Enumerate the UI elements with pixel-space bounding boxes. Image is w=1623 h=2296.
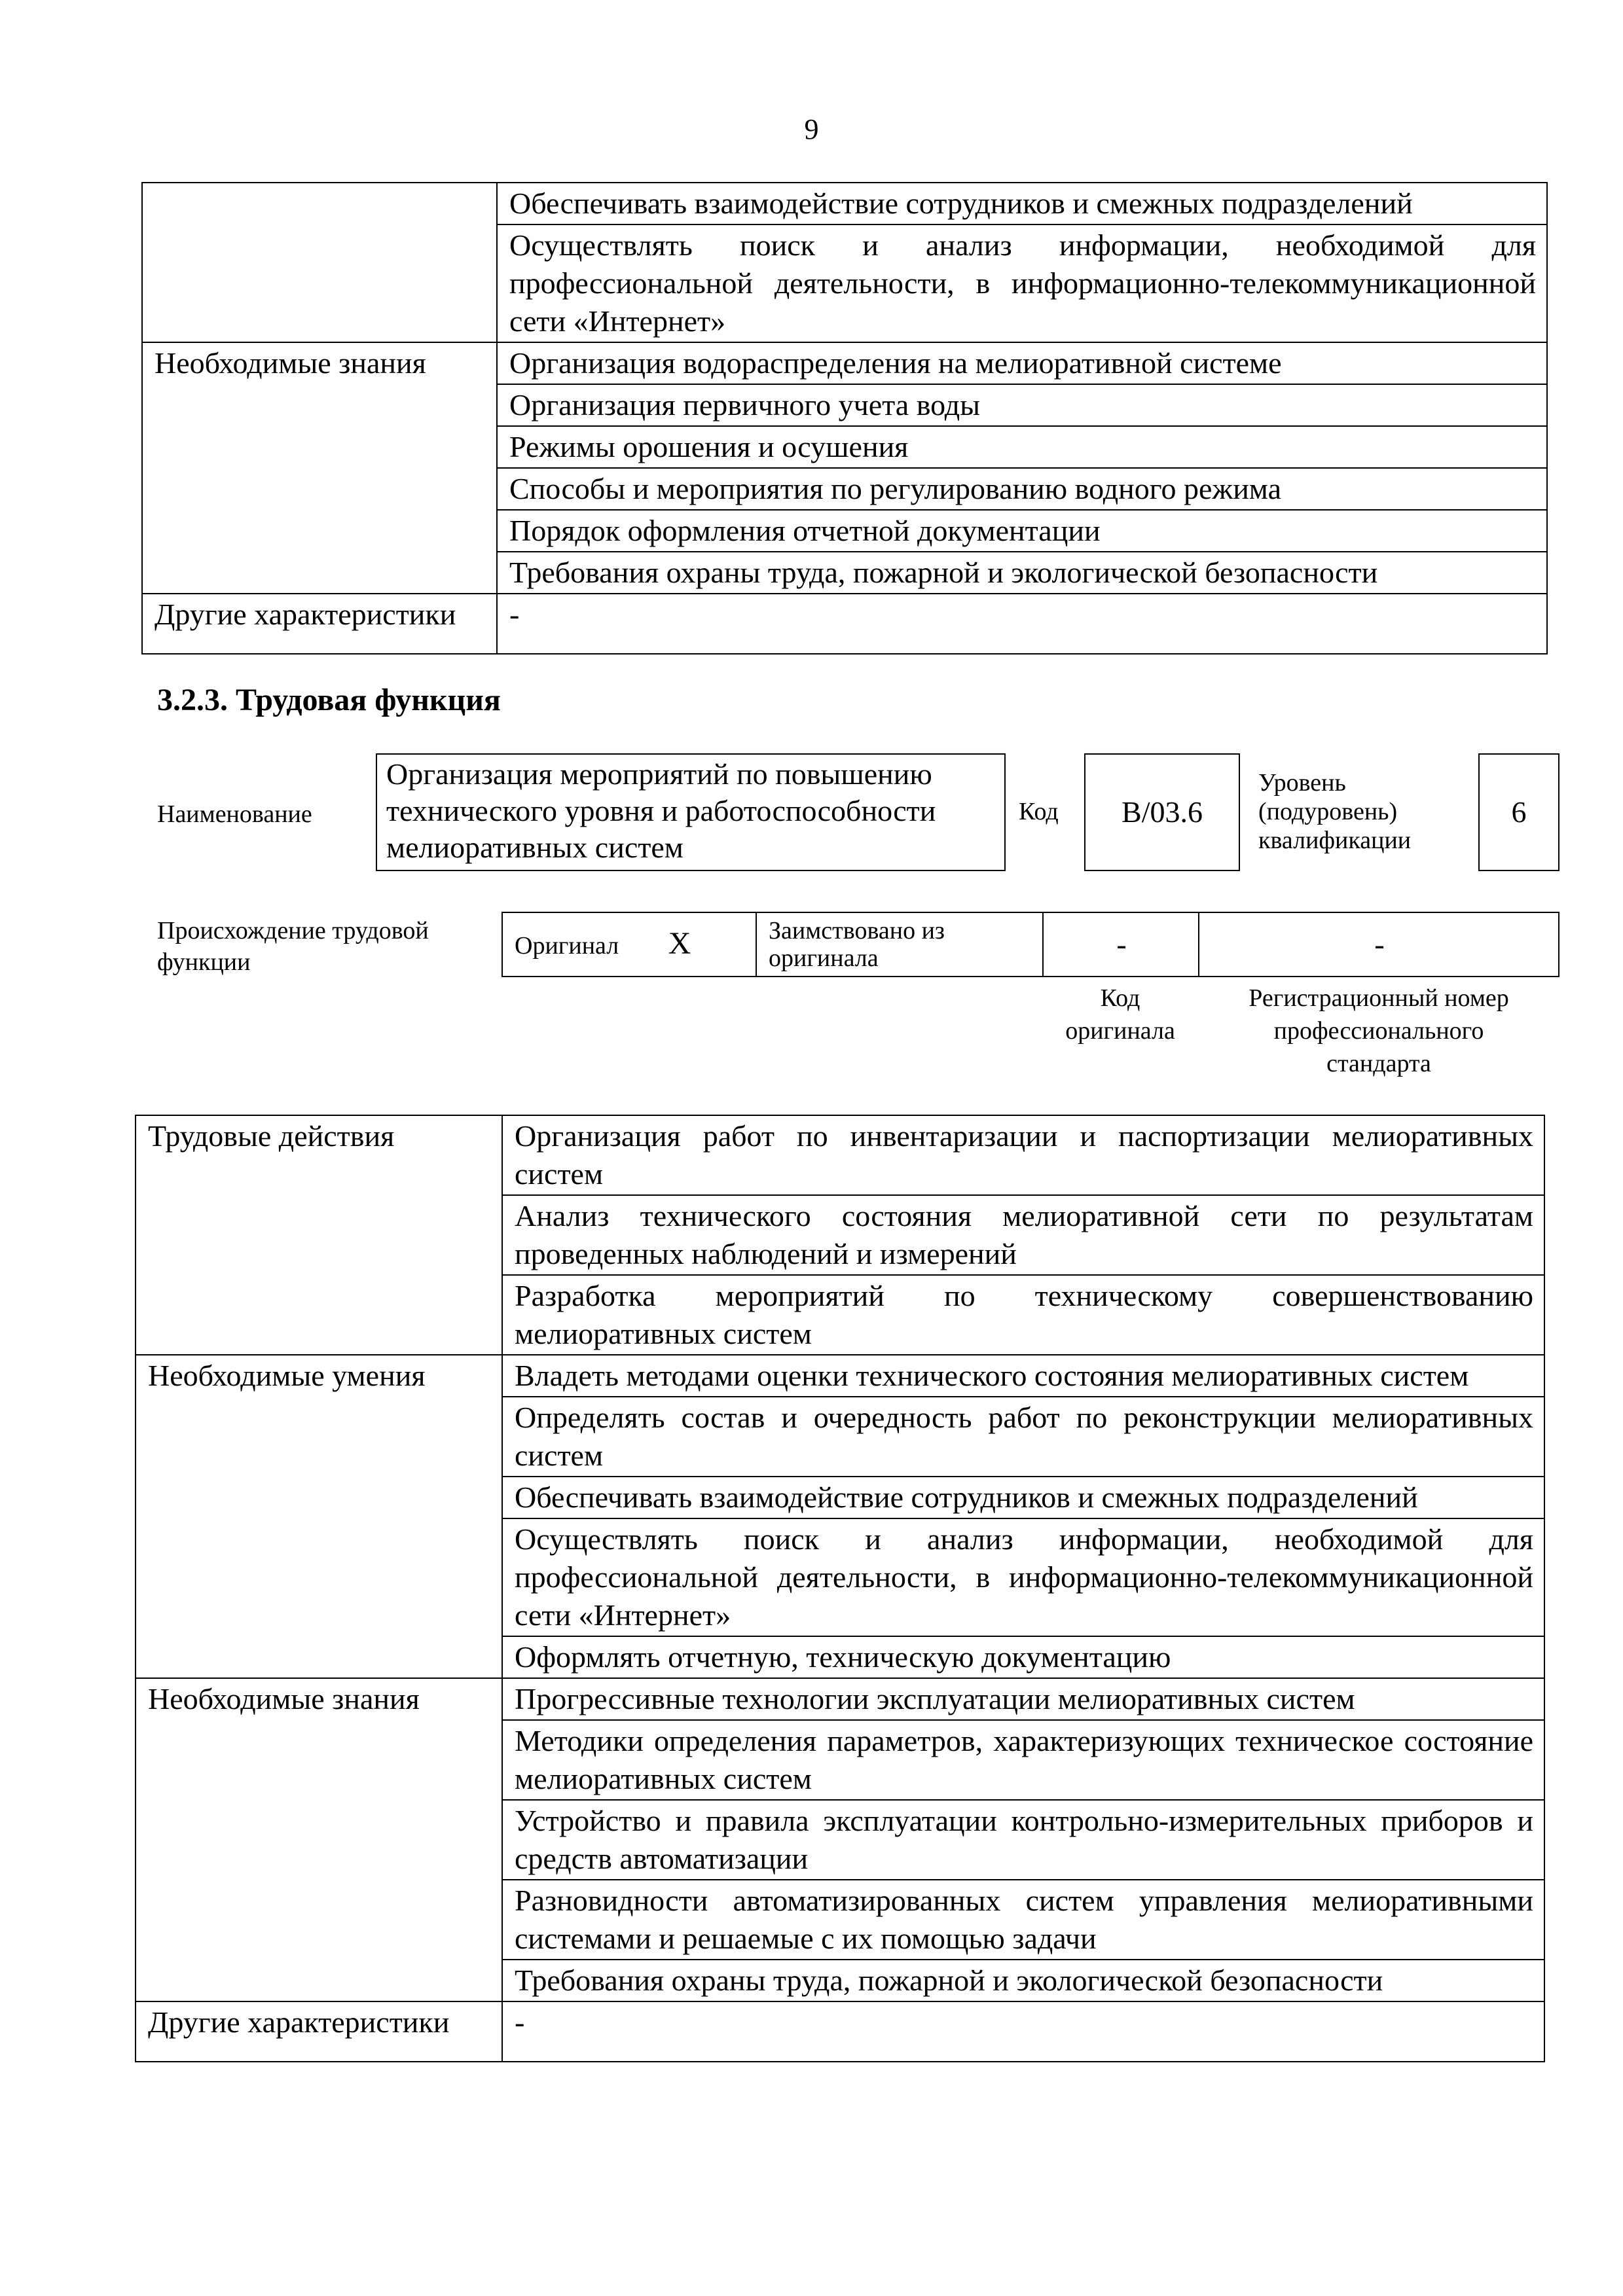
table-row xyxy=(136,1115,1544,1195)
action-item: Анализ технического состояния мелиоративной сети по результатам проведенных наблюдений и измерений xyxy=(502,1195,1544,1275)
code-caption xyxy=(1042,982,1198,1047)
knowledge-item: Требования охраны труда, пожарной и экологической безопасности xyxy=(502,1960,1544,2001)
previous-function-table xyxy=(141,182,1548,655)
knowledge-label: Необходимые знания xyxy=(136,1678,502,2001)
origin-label-line: Происхождение трудовой xyxy=(157,917,429,944)
level-label-line: квалификации xyxy=(1258,827,1412,854)
knowledge-item: Способы и мероприятия по регулированию водного режима xyxy=(497,468,1547,510)
level-value: 6 xyxy=(1511,795,1527,829)
skills-label: Необходимые умения xyxy=(136,1355,502,1678)
knowledge-label: Необходимые знания xyxy=(142,342,497,594)
section-heading: 3.2.3. Трудовая функция xyxy=(157,683,501,717)
level-box xyxy=(1478,753,1559,871)
page-number: 9 xyxy=(804,113,819,145)
original-cell xyxy=(502,912,756,977)
code-box xyxy=(1084,753,1240,871)
origin-table xyxy=(501,912,1559,977)
empty-label-cell xyxy=(142,183,497,342)
origin-label xyxy=(157,915,429,978)
other-characteristics-value: - xyxy=(502,2001,1544,2062)
registration-caption-line: Регистрационный номер xyxy=(1249,984,1509,1012)
registration-caption xyxy=(1198,982,1559,1080)
other-characteristics-value: - xyxy=(497,594,1547,654)
skill-item: Осуществлять поиск и анализ информации, необходимой для профессиональной деятельности, в информационно-телекоммуникационной сети «Интернет» xyxy=(497,224,1547,342)
level-label-line: Уровень xyxy=(1258,769,1346,797)
table-row xyxy=(136,1678,1544,1720)
skill-item: Оформлять отчетную, техническую документацию xyxy=(502,1636,1544,1678)
actions-label: Трудовые действия xyxy=(136,1115,502,1355)
borrowed-cell xyxy=(756,912,1043,977)
borrowed-label-line: Заимствовано из xyxy=(769,917,945,944)
registration-number-cell: - xyxy=(1199,912,1559,977)
table-row xyxy=(136,2001,1544,2062)
code-caption-line: оригинала xyxy=(1065,1017,1175,1045)
original-mark: X xyxy=(668,925,691,961)
function-name-box xyxy=(376,753,1006,871)
action-item: Разработка мероприятий по техническому совершенствованию мелиоративных систем xyxy=(502,1275,1544,1355)
origin-label-line: функции xyxy=(157,948,251,976)
original-code-cell: - xyxy=(1043,912,1199,977)
knowledge-item: Методики определения параметров, характеризующих техническое состояние мелиоративных систем xyxy=(502,1720,1544,1800)
table-row xyxy=(502,912,1559,977)
level-label-line: (подуровень) xyxy=(1258,798,1398,825)
skill-item: Владеть методами оценки технического состояния мелиоративных систем xyxy=(502,1355,1544,1397)
knowledge-item: Требования охраны труда, пожарной и экологической безопасности xyxy=(497,552,1547,594)
knowledge-item: Порядок оформления отчетной документации xyxy=(497,510,1547,552)
skill-item: Определять состав и очередность работ по реконструкции мелиоративных систем xyxy=(502,1397,1544,1477)
knowledge-item: Прогрессивные технологии эксплуатации мелиоративных систем xyxy=(502,1678,1544,1720)
name-label: Наименование xyxy=(157,800,312,828)
code-label: Код xyxy=(1019,798,1059,825)
skill-item: Обеспечивать взаимодействие сотрудников и смежных подразделений xyxy=(502,1477,1544,1518)
other-characteristics-label: Другие характеристики xyxy=(136,2001,502,2062)
knowledge-item: Организация первичного учета воды xyxy=(497,384,1547,426)
skill-item: Осуществлять поиск и анализ информации, необходимой для профессиональной деятельности, в информационно-телекоммуникационной сети «Интернет» xyxy=(502,1518,1544,1636)
knowledge-item: Разновидности автоматизированных систем управления мелиоративными системами и решаемые с их помощью задачи xyxy=(502,1880,1544,1960)
knowledge-item: Организация водораспределения на мелиоративной системе xyxy=(497,342,1547,384)
code-value: B/03.6 xyxy=(1122,795,1203,829)
borrowed-label-line: оригинала xyxy=(769,944,879,972)
table-row xyxy=(142,183,1547,224)
knowledge-item: Устройство и правила эксплуатации контрольно-измерительных приборов и средств автоматизации xyxy=(502,1800,1544,1880)
function-table xyxy=(135,1115,1545,2062)
code-caption-line: Код xyxy=(1100,984,1140,1012)
registration-caption-line: профессионального xyxy=(1273,1017,1484,1045)
registration-caption-line: стандарта xyxy=(1326,1050,1431,1077)
table-row xyxy=(136,1355,1544,1397)
skill-item: Обеспечивать взаимодействие сотрудников и смежных подразделений xyxy=(497,183,1547,224)
original-label: Оригинал xyxy=(515,931,619,960)
level-label xyxy=(1258,768,1411,855)
knowledge-item: Режимы орошения и осушения xyxy=(497,426,1547,468)
action-item: Организация работ по инвентаризации и паспортизации мелиоративных систем xyxy=(502,1115,1544,1195)
other-characteristics-label: Другие характеристики xyxy=(142,594,497,654)
function-name: Организация мероприятий по повышению технического уровня и работоспособности мелиоративных систем xyxy=(386,757,936,864)
table-row xyxy=(142,342,1547,384)
table-row xyxy=(142,594,1547,654)
